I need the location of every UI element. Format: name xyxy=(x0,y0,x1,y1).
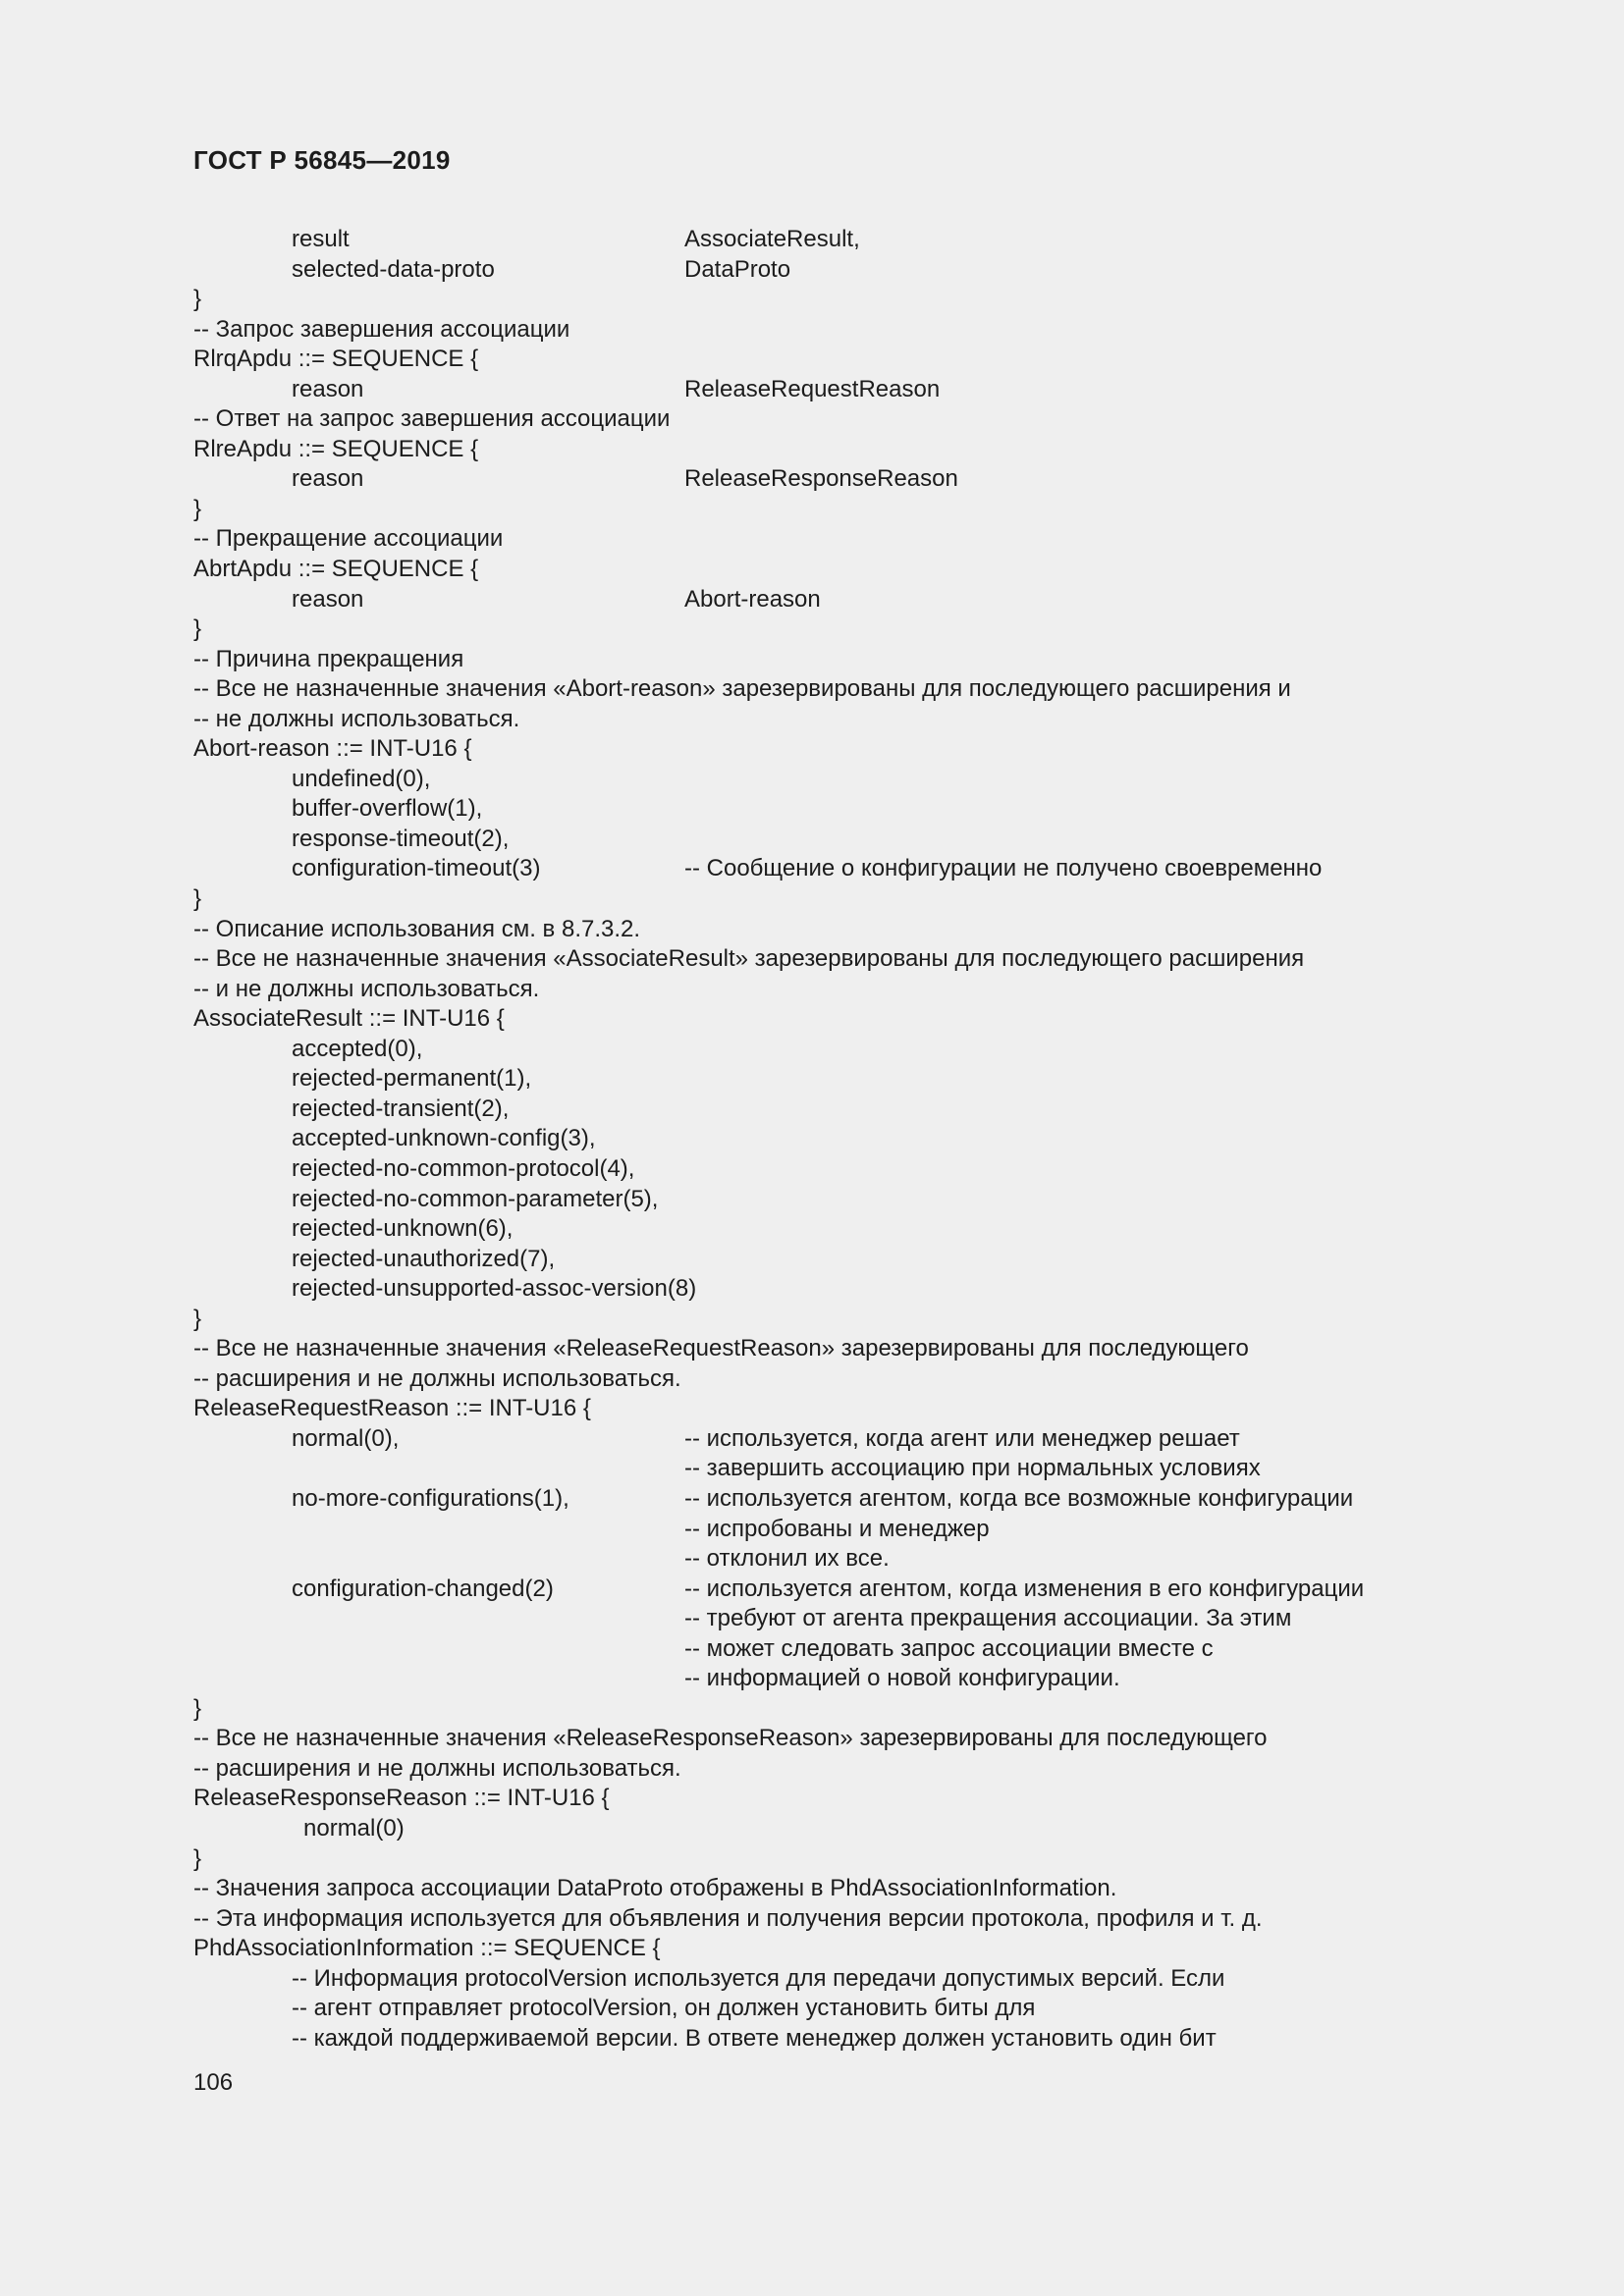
code-text: selected-data-proto xyxy=(292,255,495,283)
code-line xyxy=(193,1634,1470,1665)
code-line xyxy=(193,705,1470,735)
code-line xyxy=(193,1544,1470,1575)
code-text: configuration-timeout(3) xyxy=(292,855,541,882)
code-text: } xyxy=(193,1305,202,1332)
code-text: reason xyxy=(292,465,364,493)
code-text: -- Запрос завершения ассоциации xyxy=(193,315,570,343)
code-line xyxy=(193,255,1470,286)
code-line xyxy=(193,1424,1470,1455)
code-text: result xyxy=(292,226,350,252)
code-text: -- и не должны использоваться. xyxy=(193,975,540,1002)
document-header: ГОСТ Р 56845—2019 xyxy=(193,145,451,175)
code-text: } xyxy=(193,286,202,313)
code-line xyxy=(193,1095,1470,1125)
code-text: -- каждой поддерживаемой версии. В ответе менеджер должен установить один бит xyxy=(292,2024,1217,2052)
code-line xyxy=(193,1754,1470,1785)
asn1-listing xyxy=(193,225,1470,2054)
code-line xyxy=(193,375,1470,405)
code-text: } xyxy=(193,1694,202,1722)
code-line xyxy=(193,285,1470,315)
code-line xyxy=(193,524,1470,555)
code-text: AssociateResult ::= INT-U16 { xyxy=(193,1005,505,1033)
code-text: -- расширения и не должны использоваться. xyxy=(193,1364,681,1392)
code-line xyxy=(193,614,1470,645)
code-comment: -- завершить ассоциацию при нормальных условиях xyxy=(684,1455,1261,1482)
code-text: -- Информация protocolVersion используется для передачи допустимых версий. Если xyxy=(292,1964,1225,1992)
code-text: accepted(0), xyxy=(292,1035,423,1062)
code-comment: Abort-reason xyxy=(684,585,821,613)
code-text: } xyxy=(193,1844,202,1872)
code-line xyxy=(193,1454,1470,1484)
code-line xyxy=(193,645,1470,675)
code-text: } xyxy=(193,495,202,522)
code-text: -- Прекращение ассоциации xyxy=(193,525,504,553)
code-text: -- Все не назначенные значения «ReleaseRequestReason» зарезервированы для последующего xyxy=(193,1335,1249,1362)
code-line xyxy=(193,1334,1470,1364)
code-text: ReleaseRequestReason ::= INT-U16 { xyxy=(193,1395,591,1422)
code-line xyxy=(193,765,1470,795)
code-text: accepted-unknown-config(3), xyxy=(292,1125,596,1152)
code-text: rejected-transient(2), xyxy=(292,1095,510,1122)
code-text: normal(0) xyxy=(303,1814,405,1842)
code-line xyxy=(193,1874,1470,1904)
code-line xyxy=(193,1064,1470,1095)
code-line xyxy=(193,1035,1470,1065)
code-line xyxy=(193,1934,1470,1964)
code-text: normal(0), xyxy=(292,1424,400,1452)
code-line xyxy=(193,1305,1470,1335)
code-line xyxy=(193,1964,1470,1995)
code-line xyxy=(193,1604,1470,1634)
code-text: rejected-permanent(1), xyxy=(292,1065,532,1093)
code-text: -- Все не назначенные значения «AssociateResult» зарезервированы для последующего расширения xyxy=(193,945,1305,973)
code-line xyxy=(193,1844,1470,1875)
code-text: Abort-reason ::= INT-U16 { xyxy=(193,735,472,763)
code-text: rejected-unknown(6), xyxy=(292,1215,514,1243)
code-line xyxy=(193,794,1470,825)
code-line xyxy=(193,435,1470,465)
code-text: rejected-no-common-protocol(4), xyxy=(292,1154,635,1182)
code-line xyxy=(193,1575,1470,1605)
code-text: -- агент отправляет protocolVersion, он должен установить биты для xyxy=(292,1995,1036,2022)
code-comment: -- отклонил их все. xyxy=(684,1545,890,1573)
code-text: -- Причина прекращения xyxy=(193,645,464,672)
code-line xyxy=(193,1364,1470,1395)
code-comment: -- испробованы и менеджер xyxy=(684,1515,990,1542)
code-line xyxy=(193,1784,1470,1814)
code-line xyxy=(193,734,1470,765)
page-number: 106 xyxy=(193,2069,234,2096)
code-line xyxy=(193,1154,1470,1185)
code-line xyxy=(193,884,1470,915)
code-comment: -- Сообщение о конфигурации не получено своевременно xyxy=(684,855,1323,882)
code-text: AbrtApdu ::= SEQUENCE { xyxy=(193,556,479,583)
code-line xyxy=(193,944,1470,975)
code-text: -- расширения и не должны использоваться. xyxy=(193,1754,681,1782)
code-text: reason xyxy=(292,375,364,402)
code-line xyxy=(193,1515,1470,1545)
code-comment: AssociateResult, xyxy=(684,226,860,252)
code-line xyxy=(193,2024,1470,2055)
code-line xyxy=(193,585,1470,615)
code-text: configuration-changed(2) xyxy=(292,1575,554,1602)
code-comment: -- используется агентом, когда изменения в его конфигурации xyxy=(684,1575,1365,1602)
code-text: -- Описание использования см. в 8.7.3.2. xyxy=(193,915,641,942)
code-text: undefined(0), xyxy=(292,765,431,792)
code-text: rejected-no-common-parameter(5), xyxy=(292,1185,659,1212)
code-text: -- Значения запроса ассоциации DataProto отображены в PhdAssociationInformation. xyxy=(193,1875,1117,1902)
code-text: RlreApdu ::= SEQUENCE { xyxy=(193,435,479,462)
code-text: } xyxy=(193,615,202,643)
code-line xyxy=(193,1904,1470,1935)
code-text: buffer-overflow(1), xyxy=(292,795,483,823)
code-comment: -- используется агентом, когда все возможные конфигурации xyxy=(684,1484,1354,1512)
code-text: rejected-unsupported-assoc-version(8) xyxy=(292,1275,697,1303)
code-line xyxy=(193,315,1470,346)
code-line xyxy=(193,975,1470,1005)
code-text: -- Ответ на запрос завершения ассоциации xyxy=(193,405,671,433)
code-line xyxy=(193,1484,1470,1515)
code-text: no-more-configurations(1), xyxy=(292,1484,569,1512)
code-text: PhdAssociationInformation ::= SEQUENCE { xyxy=(193,1935,661,1962)
code-text: } xyxy=(193,885,202,913)
code-line xyxy=(193,345,1470,375)
code-text: RlrqApdu ::= SEQUENCE { xyxy=(193,346,479,373)
code-text: -- не должны использоваться. xyxy=(193,705,520,732)
code-comment: -- используется, когда агент или менеджер решает xyxy=(684,1424,1240,1452)
code-line xyxy=(193,225,1470,255)
code-line xyxy=(193,404,1470,435)
code-line xyxy=(193,1814,1470,1844)
code-comment: -- информацией о новой конфигурации. xyxy=(684,1665,1120,1692)
code-text: -- Все не назначенные значения «ReleaseResponseReason» зарезервированы для последующего xyxy=(193,1725,1268,1752)
code-comment: -- может следовать запрос ассоциации вместе с xyxy=(684,1634,1214,1662)
code-text: ReleaseResponseReason ::= INT-U16 { xyxy=(193,1785,610,1812)
code-line xyxy=(193,1004,1470,1035)
code-comment: ReleaseRequestReason xyxy=(684,375,941,402)
code-line xyxy=(193,1994,1470,2024)
code-line xyxy=(193,1724,1470,1754)
code-line xyxy=(193,1214,1470,1245)
code-line xyxy=(193,1124,1470,1154)
code-text: rejected-unauthorized(7), xyxy=(292,1245,556,1272)
code-line xyxy=(193,1245,1470,1275)
code-line xyxy=(193,464,1470,495)
code-text: reason xyxy=(292,585,364,613)
code-line xyxy=(193,1694,1470,1725)
code-line xyxy=(193,1185,1470,1215)
code-line xyxy=(193,825,1470,855)
code-line xyxy=(193,674,1470,705)
code-line xyxy=(193,915,1470,945)
code-line xyxy=(193,495,1470,525)
code-text: -- Эта информация используется для объявления и получения версии протокола, профиля и т. д. xyxy=(193,1904,1263,1932)
code-comment: DataProto xyxy=(684,255,791,283)
code-text: response-timeout(2), xyxy=(292,825,510,852)
code-line xyxy=(193,1394,1470,1424)
code-line xyxy=(193,854,1470,884)
code-line xyxy=(193,1274,1470,1305)
code-comment: ReleaseResponseReason xyxy=(684,465,958,493)
code-line xyxy=(193,555,1470,585)
code-text: -- Все не назначенные значения «Abort-reason» зарезервированы для последующего расширения и xyxy=(193,675,1291,703)
code-line xyxy=(193,1664,1470,1694)
code-comment: -- требуют от агента прекращения ассоциации. За этим xyxy=(684,1605,1292,1632)
